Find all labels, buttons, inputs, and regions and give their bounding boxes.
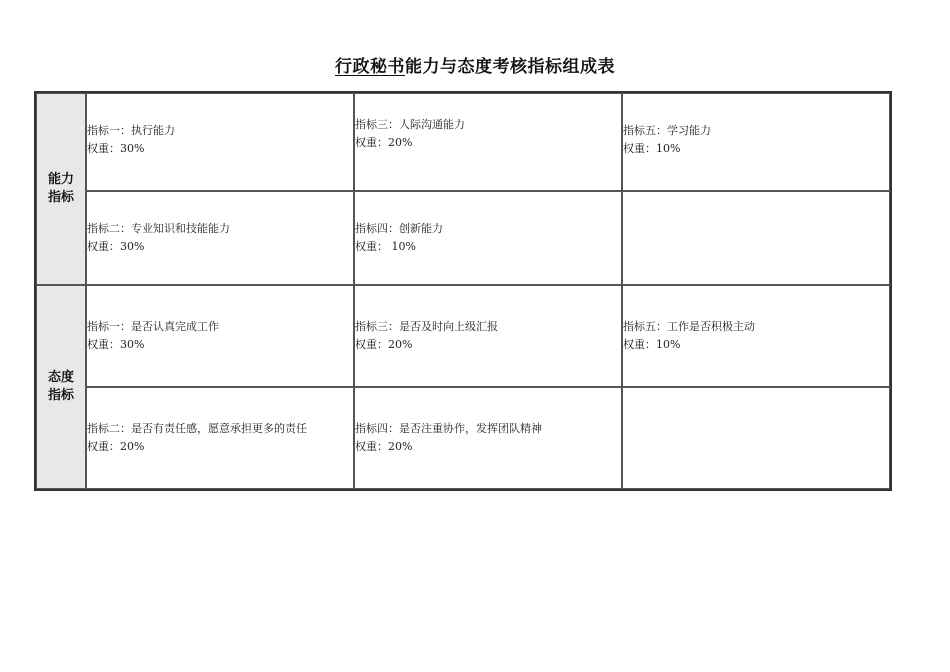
indicator-cell bbox=[354, 191, 622, 285]
indicator-label: 指标三：人际沟通能力 bbox=[355, 118, 465, 131]
indicator-table bbox=[34, 91, 892, 491]
weight-text: 权重：10% bbox=[623, 142, 681, 155]
indicator-cell bbox=[354, 93, 622, 191]
indicator-label: 指标五：学习能力 bbox=[623, 124, 711, 137]
indicator-cell bbox=[622, 285, 890, 387]
indicator-cell bbox=[86, 191, 354, 285]
indicator-label: 指标三：是否及时向上级汇报 bbox=[355, 320, 498, 333]
indicator-cell bbox=[86, 285, 354, 387]
page-title bbox=[0, 52, 950, 77]
indicator-cell bbox=[354, 285, 622, 387]
empty-cell bbox=[622, 191, 890, 285]
indicator-label: 指标五：工作是否积极主动 bbox=[623, 320, 755, 333]
table-row bbox=[36, 285, 890, 387]
weight-text: 权重：20% bbox=[355, 338, 413, 351]
indicator-label: 指标一：是否认真完成工作 bbox=[87, 320, 219, 333]
category-ability: 能力 指标 bbox=[36, 93, 86, 285]
weight-text: 权重：30% bbox=[87, 338, 145, 351]
weight-text: 权重：30% bbox=[87, 142, 145, 155]
weight-text: 权重：30% bbox=[87, 240, 145, 253]
weight-text: 权重：10% bbox=[623, 338, 681, 351]
weight-text: 权重：20% bbox=[355, 136, 413, 149]
empty-cell bbox=[622, 387, 890, 489]
table-row bbox=[36, 93, 890, 191]
title-underlined: 行政秘书 bbox=[335, 57, 405, 77]
weight-text: 权重：20% bbox=[355, 440, 413, 453]
table-row bbox=[36, 191, 890, 285]
indicator-label: 指标一：执行能力 bbox=[87, 124, 175, 137]
indicator-cell bbox=[622, 93, 890, 191]
title-rest: 能力与态度考核指标组成表 bbox=[405, 57, 615, 77]
indicator-cell bbox=[86, 93, 354, 191]
indicator-label: 指标四：创新能力 bbox=[355, 222, 443, 235]
indicator-cell bbox=[86, 387, 354, 489]
table-row bbox=[36, 387, 890, 489]
indicator-cell bbox=[354, 387, 622, 489]
category-attitude: 态度 指标 bbox=[36, 285, 86, 489]
weight-text: 权重：20% bbox=[87, 440, 145, 453]
indicator-label: 指标二：是否有责任感，愿意承担更多的责任 bbox=[87, 422, 307, 435]
indicator-label: 指标二：专业知识和技能能力 bbox=[87, 222, 230, 235]
indicator-label: 指标四：是否注重协作，发挥团队精神 bbox=[355, 422, 542, 435]
weight-text: 权重： 10% bbox=[355, 240, 416, 253]
